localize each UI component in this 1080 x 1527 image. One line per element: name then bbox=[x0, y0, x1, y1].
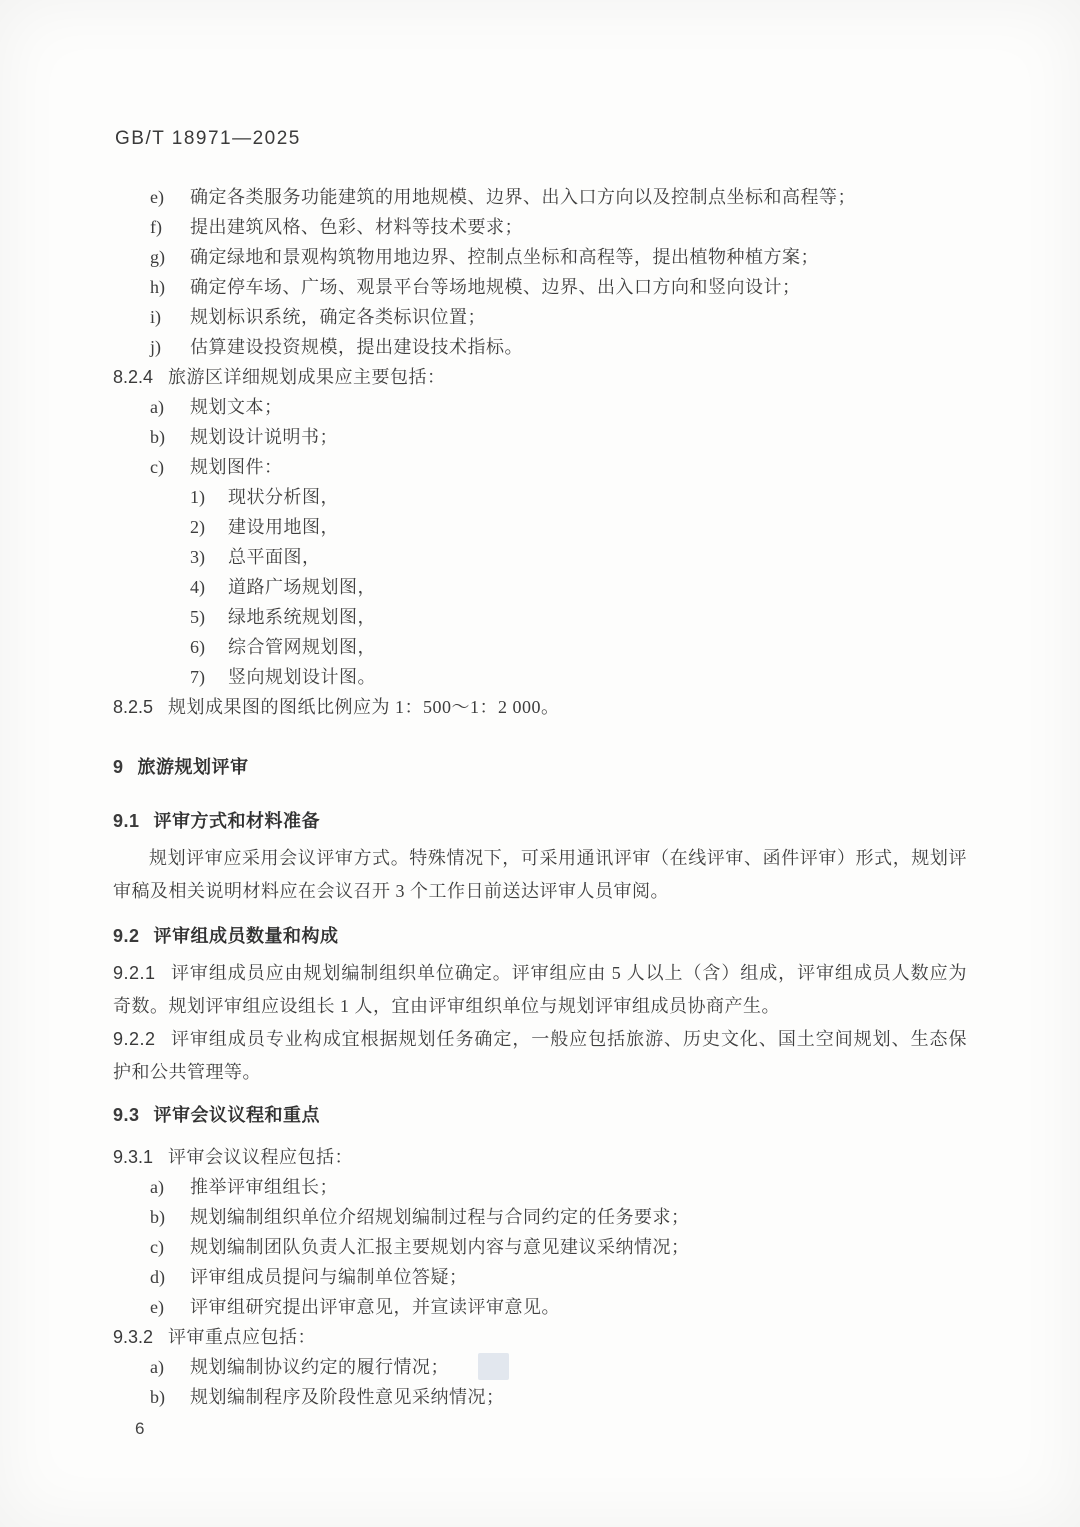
clause-number: 9.3 bbox=[113, 1105, 140, 1125]
section-heading-9-1 bbox=[113, 806, 967, 836]
list-marker: a) bbox=[150, 1177, 164, 1197]
clause-number: 9.3.2 bbox=[113, 1327, 154, 1347]
section-heading-9-2 bbox=[113, 921, 967, 951]
list-item-text: 规划设计说明书； bbox=[190, 427, 338, 447]
paragraph-line: 护和公共管理等。 bbox=[113, 1062, 261, 1082]
list-item-text: 评审组成员提问与编制单位答疑； bbox=[190, 1267, 468, 1287]
list-item-c bbox=[150, 1232, 967, 1262]
clause-number: 8.2.4 bbox=[113, 367, 154, 387]
sub-item-6 bbox=[190, 632, 967, 662]
clause-number: 9.2 bbox=[113, 926, 140, 946]
paragraph-9-1 bbox=[113, 842, 967, 908]
list-marker: c) bbox=[150, 457, 164, 477]
document-body bbox=[113, 182, 967, 1412]
list-item-text: 规划文本； bbox=[190, 397, 283, 417]
list-marker: e) bbox=[150, 1297, 164, 1317]
heading-text: 评审会议议程和重点 bbox=[153, 1105, 321, 1125]
section-heading-9 bbox=[113, 752, 967, 782]
clause-9-3-1 bbox=[113, 1142, 967, 1172]
list-marker: g) bbox=[150, 247, 165, 267]
list-marker: 2) bbox=[190, 517, 205, 537]
list-item-text: 提出建筑风格、色彩、材料等技术要求； bbox=[190, 217, 523, 237]
clause-8-2-4 bbox=[113, 362, 967, 392]
sub-item-1 bbox=[190, 482, 967, 512]
clause-9-2-1 bbox=[113, 957, 967, 1023]
heading-text: 评审方式和材料准备 bbox=[153, 811, 321, 831]
list-item-text: 道路广场规划图， bbox=[228, 577, 376, 597]
list-item-text: 规划编制程序及阶段性意见采纳情况； bbox=[190, 1387, 505, 1407]
list-marker: 7) bbox=[190, 667, 205, 687]
clause-number: 9.2.1 bbox=[113, 963, 156, 983]
list-item-text: 规划编制协议约定的履行情况； bbox=[190, 1357, 449, 1377]
list-marker: 4) bbox=[190, 577, 205, 597]
list-item-text: 绿地系统规划图， bbox=[228, 607, 376, 627]
paragraph-line: 审稿及相关说明材料应在会议召开 3 个工作日前送达评审人员审阅。 bbox=[113, 881, 669, 901]
sub-item-2 bbox=[190, 512, 967, 542]
clause-text: 旅游区详细规划成果应主要包括： bbox=[168, 367, 446, 387]
list-item-g bbox=[150, 242, 967, 272]
clause-text: 评审重点应包括： bbox=[168, 1327, 317, 1347]
list-item-b bbox=[150, 422, 967, 452]
list-marker: e) bbox=[150, 187, 164, 207]
list-marker: 1) bbox=[190, 487, 205, 507]
sub-item-5 bbox=[190, 602, 967, 632]
list-marker: b) bbox=[150, 1387, 165, 1407]
clause-number: 8.2.5 bbox=[113, 697, 154, 717]
list-item-e bbox=[150, 182, 967, 212]
scan-watermark-artifact bbox=[478, 1353, 509, 1380]
list-marker: a) bbox=[150, 397, 164, 417]
list-item-text: 确定各类服务功能建筑的用地规模、边界、出入口方向以及控制点坐标和高程等； bbox=[190, 187, 856, 207]
list-marker: b) bbox=[150, 427, 165, 447]
paragraph-line: 奇数。规划评审组应设组长 1 人，宜由评审组织单位与规划评审组成员协商产生。 bbox=[113, 996, 780, 1016]
list-item-b bbox=[150, 1382, 967, 1412]
list-item-text: 综合管网规划图， bbox=[228, 637, 376, 657]
clause-number: 9.2.2 bbox=[113, 1029, 156, 1049]
paragraph-line: 9.2.1 评审组成员应由规划编制组织单位确定。评审组应由 5 人以上（含）组成，评审组成员人数应为 bbox=[113, 963, 967, 983]
list-marker: j) bbox=[150, 337, 161, 357]
clause-number: 9.1 bbox=[113, 811, 140, 831]
clause-number: 9.3.1 bbox=[113, 1147, 154, 1167]
list-item-text: 确定绿地和景观构筑物用地边界、控制点坐标和高程等，提出植物种植方案； bbox=[190, 247, 819, 267]
list-item-a bbox=[150, 1172, 967, 1202]
list-item-text: 推举评审组组长； bbox=[190, 1177, 338, 1197]
list-item-i bbox=[150, 302, 967, 332]
list-marker: f) bbox=[150, 217, 162, 237]
clause-9-2-2 bbox=[113, 1023, 967, 1089]
sub-item-7 bbox=[190, 662, 967, 692]
list-item-b bbox=[150, 1202, 967, 1232]
list-item-c bbox=[150, 452, 967, 482]
paragraph-line: 9.2.2 评审组成员专业构成宜根据规划任务确定，一般应包括旅游、历史文化、国土空间规划、生态保 bbox=[113, 1029, 967, 1049]
list-item-text: 规划标识系统，确定各类标识位置； bbox=[190, 307, 486, 327]
clause-text: 规划成果图的图纸比例应为 1：500～1：2 000。 bbox=[168, 697, 560, 717]
list-item-h bbox=[150, 272, 967, 302]
heading-text: 旅游规划评审 bbox=[137, 757, 249, 777]
list-item-text: 规划图件： bbox=[190, 457, 283, 477]
list-item-a bbox=[150, 1352, 967, 1382]
list-item-text: 建设用地图， bbox=[228, 517, 339, 537]
sub-item-4 bbox=[190, 572, 967, 602]
paragraph-line: 规划评审应采用会议评审方式。特殊情况下，可采用通讯评审（在线评审、函件评审）形式，规划评 bbox=[149, 848, 967, 868]
list-marker: 6) bbox=[190, 637, 205, 657]
list-item-text: 总平面图， bbox=[228, 547, 321, 567]
list-item-e bbox=[150, 1292, 967, 1322]
list-item-text: 现状分析图， bbox=[228, 487, 339, 507]
list-marker: a) bbox=[150, 1357, 164, 1377]
list-item-text: 规划编制组织单位介绍规划编制过程与合同约定的任务要求； bbox=[190, 1207, 690, 1227]
list-item-d bbox=[150, 1262, 967, 1292]
sub-item-3 bbox=[190, 542, 967, 572]
list-marker: h) bbox=[150, 277, 165, 297]
list-marker: c) bbox=[150, 1237, 164, 1257]
clause-text: 评审会议议程应包括： bbox=[168, 1147, 354, 1167]
list-item-a bbox=[150, 392, 967, 422]
clause-8-2-5 bbox=[113, 692, 967, 722]
list-marker: i) bbox=[150, 307, 161, 327]
list-item-text: 估算建设投资规模，提出建设技术指标。 bbox=[190, 337, 523, 357]
list-marker: d) bbox=[150, 1267, 165, 1287]
list-marker: 3) bbox=[190, 547, 205, 567]
clause-9-3-2 bbox=[113, 1322, 967, 1352]
list-item-j bbox=[150, 332, 967, 362]
list-item-text: 确定停车场、广场、观景平台等场地规模、边界、出入口方向和竖向设计； bbox=[190, 277, 801, 297]
standard-number-header: GB/T 18971—2025 bbox=[115, 128, 301, 149]
heading-text: 评审组成员数量和构成 bbox=[153, 926, 339, 946]
list-item-text: 竖向规划设计图。 bbox=[228, 667, 376, 687]
list-item-text: 规划编制团队负责人汇报主要规划内容与意见建议采纳情况； bbox=[190, 1237, 690, 1257]
list-item-text: 评审组研究提出评审意见，并宣读评审意见。 bbox=[190, 1297, 560, 1317]
list-marker: b) bbox=[150, 1207, 165, 1227]
clause-number: 9 bbox=[113, 757, 124, 777]
section-heading-9-3 bbox=[113, 1100, 967, 1130]
page-number: 6 bbox=[135, 1419, 145, 1438]
list-item-f bbox=[150, 212, 967, 242]
list-marker: 5) bbox=[190, 607, 205, 627]
